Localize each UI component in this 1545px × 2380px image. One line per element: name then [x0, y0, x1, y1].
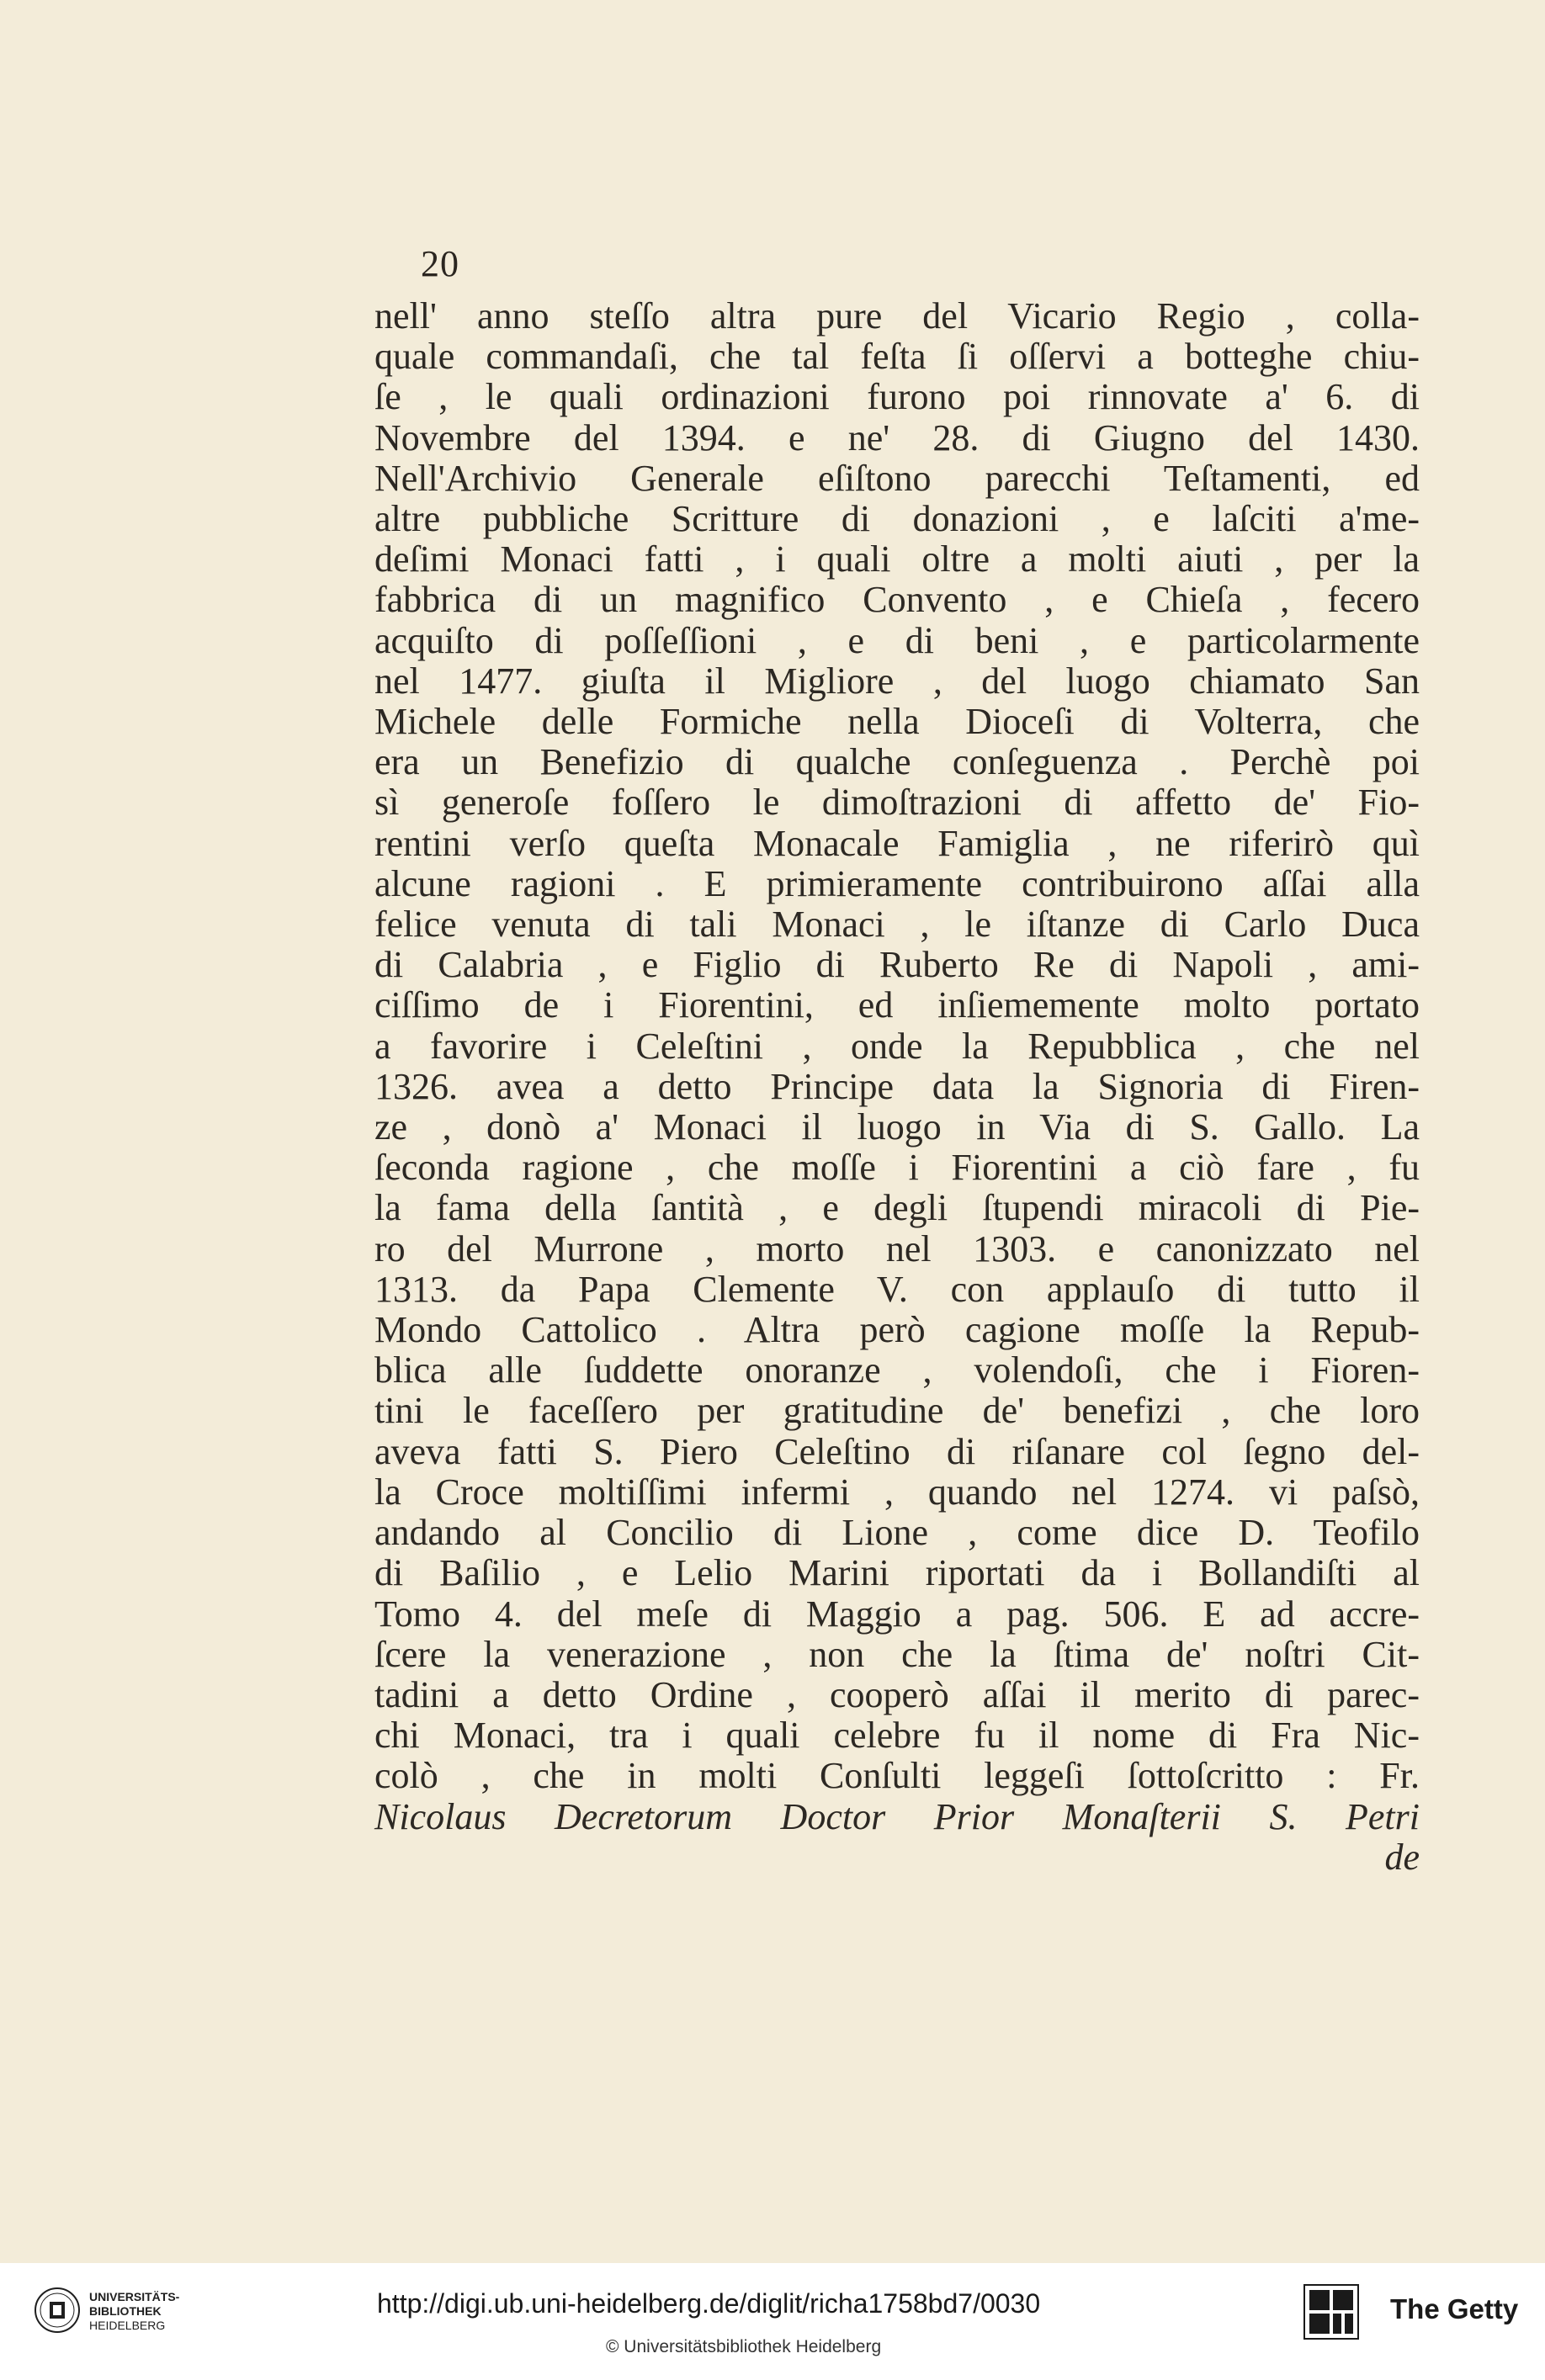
text-line: ſcere la venerazione , non che la ſtima de' noſtri Cit-: [374, 1633, 1420, 1675]
text-line: tini le faceſſero per gratitudine de' benefizi , che loro: [374, 1390, 1420, 1432]
text-line: Nicolaus Decretorum Doctor Prior Monaſterii S. Petri: [374, 1795, 1420, 1837]
copyright-notice: © Universitätsbibliothek Heidelberg: [606, 2337, 882, 2356]
text-line: sì generoſe foſſero le dimoſtrazioni di affetto de' Fio-: [374, 782, 1420, 824]
text-line: alcune ragioni . E primieramente contribuirono aſſai alla: [374, 862, 1420, 904]
text-line: nell' anno steſſo altra pure del Vicario Regio , colla-: [374, 295, 1420, 337]
text-line: Mondo Cattolico . Altra però cagione moſſe la Repub-: [374, 1309, 1420, 1351]
text-line: 1326. avea a detto Principe data la Signoria di Firen-: [374, 1065, 1420, 1107]
text-line: Tomo 4. del meſe di Maggio a pag. 506. E ad accre-: [374, 1593, 1420, 1635]
body-text: [374, 296, 1420, 1878]
partner-name: The Getty: [1390, 2293, 1519, 2324]
text-line: a favorire i Celeſtini , onde la Repubblica , che nel: [374, 1025, 1420, 1067]
catchword: de: [1384, 1836, 1420, 1878]
text-line: di Calabria , e Figlio di Ruberto Re di Napoli , ami-: [374, 944, 1420, 986]
footer-bar: [0, 2263, 1545, 2380]
library-name-line: HEIDELBERG: [89, 2319, 166, 2332]
text-line: aveva fatti S. Piero Celeſtino di riſanare col ſegno del-: [374, 1430, 1420, 1472]
text-line: ſe , le quali ordinazioni furono poi rinnovate a' 6. di: [374, 376, 1420, 418]
text-line: quale commandaſi, che tal feſta ſi oſſervi a botteghe chiu-: [374, 336, 1420, 378]
text-line: ro del Murrone , morto nel 1303. e canonizzato nel: [374, 1227, 1420, 1270]
text-line: colò , che in molti Conſulti leggeſi ſottoſcritto : Fr.: [374, 1755, 1420, 1797]
text-line: nel 1477. giuſta il Migliore , del luogo chiamato San: [374, 660, 1420, 702]
text-line: fabbrica di un magnifico Convento , e Chieſa , fecero: [374, 579, 1420, 621]
text-line: tadini a detto Ordine , cooperò aſſai il merito di parec-: [374, 1673, 1420, 1715]
text-line: di Baſilio , e Lelio Marini riportati da i Bollandiſti al: [374, 1552, 1420, 1594]
text-line: era un Benefizio di qualche conſeguenza . Perchè poi: [374, 741, 1420, 783]
getty-mark-icon: [1303, 2283, 1360, 2340]
text-line: ze , donò a' Monaci il luogo in Via di S. Gallo. La: [374, 1106, 1420, 1148]
text-line: la Croce moltiſſimi infermi , quando nel 1274. vi paſsò,: [374, 1471, 1420, 1513]
text-line: deſimi Monaci fatti , i quali oltre a molti aiuti , per la: [374, 538, 1420, 580]
text-line: 1313. da Papa Clemente V. con applauſo di tutto il: [374, 1268, 1420, 1310]
library-name-line: BIBLIOTHEK: [89, 2304, 162, 2318]
text-line: la fama della ſantità , e degli ſtupendi miracoli di Pie-: [374, 1187, 1420, 1229]
library-name-line: UNIVERSITÄTS-: [89, 2290, 180, 2303]
university-seal-icon: [34, 2287, 81, 2334]
page-number: 20: [421, 243, 459, 284]
text-line: blica alle ſuddette onoranze , volendoſi, che i Fioren-: [374, 1349, 1420, 1391]
text-line: chi Monaci, tra i quali celebre fu il nome di Fra Nic-: [374, 1715, 1420, 1757]
text-line: ſeconda ragione , che moſſe i Fiorentini a ciò fare , fu: [374, 1147, 1420, 1189]
text-line: altre pubbliche Scritture di donazioni , e laſciti a'me-: [374, 498, 1420, 540]
text-line: felice venuta di tali Monaci , le iſtanze di Carlo Duca: [374, 904, 1420, 946]
permalink-url[interactable]: http://digi.ub.uni-heidelberg.de/diglit/richa1758bd7/0030: [377, 2288, 1041, 2319]
text-line: acquiſto di poſſeſſioni , e di beni , e particolarmente: [374, 619, 1420, 661]
text-line: Michele delle Formiche nella Dioceſi di Volterra, che: [374, 701, 1420, 743]
library-name: [89, 2290, 179, 2333]
text-line: Novembre del 1394. e ne' 28. di Giugno del 1430.: [374, 416, 1420, 459]
text-line: andando al Concilio di Lione , come dice D. Teofilo: [374, 1512, 1420, 1554]
text-line: Nell'Archivio Generale eſiſtono parecchi Teſtamenti, ed: [374, 457, 1420, 499]
text-line: ciſſimo de i Fiorentini, ed inſiememente molto portato: [374, 984, 1420, 1026]
text-line: rentini verſo queſta Monacale Famiglia , ne riferirò quì: [374, 822, 1420, 864]
